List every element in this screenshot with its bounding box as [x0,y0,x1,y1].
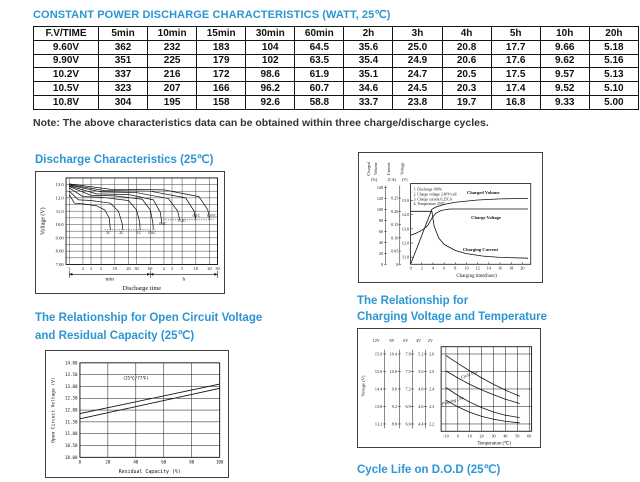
svg-text:3. Charge current 0.25CA: 3. Charge current 0.25CA [413,197,453,202]
svg-text:0: 0 [456,433,459,439]
svg-text:30: 30 [491,433,496,439]
svg-text:Open Circuit Voltage (V): Open Circuit Voltage (V) [51,377,57,443]
svg-text:Voltage (V): Voltage (V) [40,207,47,235]
table-cell: 172 [197,68,246,82]
svg-text:2.2: 2.2 [429,421,435,427]
table-cell: 34.6 [344,82,393,96]
table-cell: 195 [148,95,197,109]
column-header: 20h [589,27,638,41]
svg-text:3: 3 [89,265,93,271]
table-cell: 96.2 [246,82,295,96]
svg-text:6.6: 6.6 [405,421,411,427]
svg-text:(V): (V) [401,177,408,183]
svg-text:0: 0 [380,261,384,267]
table-cell: 304 [99,95,148,109]
svg-text:Charged: Charged [366,161,372,176]
table-cell: 20.6 [442,54,491,68]
svg-text:12V: 12V [372,337,380,343]
svg-text:10.00: 10.00 [65,454,78,460]
svg-text:Cycle Use: Cycle Use [460,369,479,380]
svg-text:20: 20 [520,265,525,271]
svg-text:1. Discharge 100%: 1. Discharge 100% [413,187,443,192]
svg-text:60: 60 [161,459,167,465]
svg-text:10.0: 10.0 [389,368,397,374]
svg-text:0: 0 [78,459,82,465]
svg-text:0.20: 0.20 [391,208,399,214]
table-cell: 179 [197,54,246,68]
column-header: 5h [491,27,540,41]
svg-text:60: 60 [527,433,532,439]
table-cell: 10.5V [34,82,99,96]
cvt-section-title-line2: Charging Voltage and Temperature [357,311,547,323]
svg-text:20: 20 [105,459,111,465]
svg-text:2C: 2C [119,229,124,235]
svg-text:(CA): (CA) [387,177,397,183]
svg-text:2: 2 [162,265,166,271]
svg-text:4V: 4V [415,337,422,343]
svg-text:13.00: 13.00 [65,383,78,389]
table-cell: 323 [99,82,148,96]
discharge-chart [35,171,225,294]
svg-text:13.0: 13.0 [55,182,64,188]
table-cell: 158 [197,95,246,109]
svg-text:0.15: 0.15 [391,222,399,228]
column-header: 15min [197,27,246,41]
svg-text:h: h [182,276,186,283]
page-title: CONSTANT POWER DISCHARGE CHARACTERISTICS (WATT, 25℃) [33,9,391,21]
svg-text:Charging time(hour): Charging time(hour) [456,274,497,280]
svg-text:80: 80 [378,217,384,223]
svg-text:0.05: 0.05 [391,248,399,254]
svg-text:7.8: 7.8 [405,351,411,357]
svg-text:15.0: 15.0 [401,198,410,204]
svg-text:140: 140 [376,184,384,190]
svg-text:12.00: 12.00 [65,407,78,413]
svg-text:2. Charge voltage 2.40V/cell: 2. Charge voltage 2.40V/cell [413,192,457,197]
svg-text:5: 5 [100,265,103,271]
svg-text:5.0: 5.0 [418,368,424,374]
svg-text:40: 40 [503,433,508,439]
svg-text:4: 4 [431,265,435,271]
table-cell: 17.7 [491,40,540,54]
svg-text:30: 30 [215,265,220,271]
cycle-life-section-title: Cycle Life on D.O.D (25℃) [357,464,501,476]
table-cell: 33.7 [344,95,393,109]
table-cell: 35.4 [344,54,393,68]
column-header: 4h [442,27,491,41]
cvt-section-title-line1: The Relationship for [357,295,469,307]
svg-text:8.8: 8.8 [391,421,397,427]
ocv-residual-capacity-chart [45,350,229,478]
svg-text:min: min [105,276,114,283]
svg-text:Charge Voltage: Charge Voltage [471,214,501,220]
svg-text:10: 10 [193,265,198,271]
svg-text:20: 20 [126,265,131,271]
svg-text:Floating Use: Floating Use [441,394,465,407]
svg-text:9.2: 9.2 [391,403,397,409]
column-header: 10h [540,27,589,41]
svg-text:13.8: 13.8 [374,403,383,409]
svg-text:0: 0 [409,265,412,271]
table-cell: 19.7 [442,95,491,109]
svg-text:2: 2 [81,265,85,271]
table-cell: 232 [148,40,197,54]
column-header: 2h [344,27,393,41]
svg-text:10: 10 [464,265,469,271]
svg-text:14.00: 14.00 [65,360,78,366]
table-cell: 20.8 [442,40,491,54]
svg-text:2.6: 2.6 [429,351,435,357]
svg-text:14: 14 [486,265,491,271]
svg-text:11.0: 11.0 [402,254,410,260]
table-cell: 92.6 [246,95,295,109]
svg-text:20: 20 [479,433,484,439]
svg-text:Temperature (℃): Temperature (℃) [477,441,511,447]
svg-text:Current: Current [385,162,391,176]
column-header: 5min [99,27,148,41]
svg-text:7.00: 7.00 [55,262,64,268]
power-table [33,26,639,110]
svg-text:9.00: 9.00 [55,235,64,241]
svg-text:12.0: 12.0 [401,240,410,246]
svg-text:3C: 3C [106,229,111,235]
svg-text:7.5: 7.5 [405,368,411,374]
table-cell: 9.66 [540,40,589,54]
svg-text:6: 6 [443,265,446,271]
table-cell: 61.9 [295,68,344,82]
svg-text:60: 60 [378,228,384,234]
svg-text:10: 10 [467,433,472,439]
note-text: Note: The above characteristics data can be obtained within three charge/discharge cycles. [33,117,489,129]
table-cell: 24.5 [393,82,442,96]
table-cell: 10.2V [34,68,99,82]
table-cell: 20.5 [442,68,491,82]
table-cell: 102 [246,54,295,68]
svg-text:0.10: 0.10 [391,235,399,241]
svg-text:8: 8 [454,265,457,271]
column-header: 30min [246,27,295,41]
table-cell: 9.90V [34,54,99,68]
table-cell: 10.8V [34,95,99,109]
table-cell: 9.52 [540,82,589,96]
table-cell: 24.9 [393,54,442,68]
table-cell: 362 [99,40,148,54]
charging-characteristics-chart [358,152,543,283]
svg-text:6V: 6V [403,337,409,343]
svg-text:0.4C: 0.4C [159,221,167,227]
svg-text:0.1C: 0.1C [192,213,201,219]
svg-text:14.4: 14.4 [374,386,383,392]
svg-text:Residual Capacity (%): Residual Capacity (%) [118,469,181,476]
svg-text:13.0: 13.0 [401,226,410,232]
svg-text:4. Temperature 25℃: 4. Temperature 25℃ [413,202,445,207]
svg-text:13.50: 13.50 [65,372,78,378]
svg-text:Charging Current: Charging Current [462,247,499,253]
svg-text:-10: -10 [443,433,449,439]
svg-text:20: 20 [207,265,212,271]
table-cell: 17.4 [491,82,540,96]
charging-voltage-temperature-chart [357,328,541,448]
table-row [34,82,639,96]
table-cell: 5.13 [589,68,638,82]
table-cell: 9.60V [34,40,99,54]
svg-text:100: 100 [215,459,224,465]
column-header: 60min [295,27,344,41]
svg-text:5: 5 [181,265,184,271]
column-header: 10min [148,27,197,41]
table-cell: 9.57 [540,68,589,82]
svg-text:10: 10 [112,265,117,271]
table-cell: 23.8 [393,95,442,109]
svg-text:30: 30 [134,265,139,271]
svg-text:11.50: 11.50 [65,419,78,425]
table-cell: 64.5 [295,40,344,54]
table-row [34,54,639,68]
table-cell: 20.3 [442,82,491,96]
table-cell: 63.5 [295,54,344,68]
table-cell: 16.8 [491,95,540,109]
column-header: 3h [393,27,442,41]
svg-text:3: 3 [170,265,174,271]
svg-text:100: 100 [376,206,384,212]
svg-text:2V: 2V [427,337,433,343]
table-cell: 98.6 [246,68,295,82]
table-cell: 35.6 [344,40,393,54]
svg-text:4.8: 4.8 [418,386,424,392]
discharge-chart-canvas [36,172,224,293]
cvt-chart-canvas [358,329,540,447]
svg-text:40: 40 [378,239,384,245]
svg-text:2.3: 2.3 [429,403,435,409]
svg-text:10.0: 10.0 [55,222,64,228]
svg-text:7.2: 7.2 [405,386,411,392]
table-cell: 25.0 [393,40,442,54]
ocv-section-title-line1: The Relationship for Open Circuit Voltage [35,312,263,324]
table-cell: 225 [148,54,197,68]
svg-text:0.2C: 0.2C [178,217,186,223]
table-cell: 35.1 [344,68,393,82]
table-cell: 216 [148,68,197,82]
svg-text:Discharge time: Discharge time [122,285,162,293]
svg-text:2: 2 [420,265,423,271]
table-row [34,40,639,54]
table-cell: 5.10 [589,82,638,96]
svg-text:12.50: 12.50 [65,395,78,401]
table-row [34,68,639,82]
table-cell: 351 [99,54,148,68]
table-cell: 17.6 [491,54,540,68]
svg-text:16: 16 [497,265,503,271]
table-row [34,95,639,109]
svg-text:Charged Volume: Charged Volume [467,189,500,195]
svg-text:1C: 1C [136,229,142,235]
svg-text:60: 60 [148,265,153,271]
svg-text:2.5: 2.5 [429,368,435,374]
table-cell: 207 [148,82,197,96]
charging-chart-canvas [359,153,542,282]
svg-text:(25℃/77℉): (25℃/77℉) [122,375,149,381]
table-cell: 60.7 [295,82,344,96]
svg-text:18: 18 [509,265,514,271]
table-cell: 58.8 [295,95,344,109]
svg-text:(%): (%) [371,177,378,183]
svg-text:12: 12 [475,265,480,271]
svg-text:0.25: 0.25 [391,195,399,201]
table-cell: 17.5 [491,68,540,82]
svg-text:11.00: 11.00 [65,431,78,437]
svg-text:0.6C: 0.6C [148,229,156,235]
table-cell: 104 [246,40,295,54]
svg-text:20: 20 [378,250,384,256]
svg-text:8.00: 8.00 [55,248,64,254]
svg-text:8V: 8V [389,337,395,343]
svg-text:120: 120 [376,195,384,201]
svg-text:0: 0 [396,261,399,267]
table-cell: 5.16 [589,54,638,68]
svg-text:0.05C: 0.05C [207,213,217,219]
svg-text:13.2: 13.2 [374,421,383,427]
svg-text:80: 80 [189,459,195,465]
header-row [34,27,639,41]
svg-text:10.50: 10.50 [65,442,78,448]
svg-text:6.9: 6.9 [405,403,411,409]
svg-text:50: 50 [515,433,520,439]
svg-text:4.4: 4.4 [418,421,424,427]
svg-text:9.6: 9.6 [391,386,397,392]
table-cell: 9.33 [540,95,589,109]
svg-text:Volume: Volume [373,162,379,176]
table-cell: 5.18 [589,40,638,54]
svg-text:Voltage (V): Voltage (V) [360,375,366,397]
svg-text:5.2: 5.2 [418,351,424,357]
svg-text:15.6: 15.6 [374,351,383,357]
svg-text:10.4: 10.4 [389,351,397,357]
svg-text:12.0: 12.0 [55,195,64,201]
table-cell: 9.62 [540,54,589,68]
svg-text:11.0: 11.0 [55,208,64,214]
discharge-section-title: Discharge Characteristics (25℃) [35,154,214,166]
svg-text:Voltage: Voltage [399,162,405,176]
svg-text:14.0: 14.0 [401,212,410,218]
svg-text:40: 40 [133,459,139,465]
table-cell: 5.00 [589,95,638,109]
svg-text:4.6: 4.6 [418,403,424,409]
table-cell: 166 [197,82,246,96]
ocv-chart-canvas [46,351,228,477]
column-header: F.V/TIME [34,27,99,41]
table-cell: 337 [99,68,148,82]
table-cell: 24.7 [393,68,442,82]
svg-text:1: 1 [68,265,71,271]
svg-text:2.4: 2.4 [429,386,435,392]
table-cell: 183 [197,40,246,54]
ocv-section-title-line2: and Residual Capacity (25℃) [35,330,195,342]
svg-text:15.0: 15.0 [374,368,383,374]
